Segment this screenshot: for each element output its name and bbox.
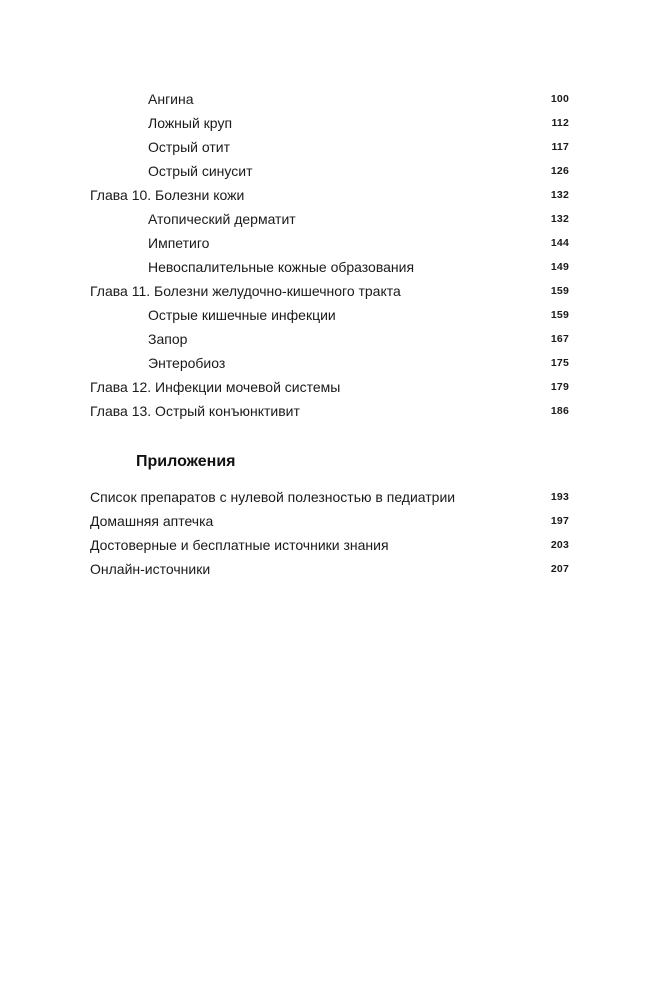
toc-entry	[90, 135, 569, 159]
toc-entry	[90, 351, 569, 375]
toc-chapter	[90, 183, 569, 207]
toc-chapter-title: Глава 11. Болезни желудочно-кишечного тракта	[90, 283, 401, 299]
toc-entry-title: Острый отит	[148, 139, 230, 155]
toc-entry-title: Запор	[148, 331, 188, 347]
toc-entry-page: 167	[550, 333, 569, 345]
toc-chapter-title: Глава 13. Острый конъюнктивит	[90, 403, 300, 419]
toc-entry-page: 132	[550, 213, 569, 225]
appendix-entry-page: 197	[550, 515, 569, 527]
appendix-entry-page: 207	[550, 563, 569, 575]
toc-chapter-page: 179	[550, 381, 569, 393]
toc-entry-title: Ложный круп	[148, 115, 233, 131]
appendix-entry	[90, 485, 569, 509]
appendix-entry	[90, 509, 569, 533]
toc-chapter-page: 186	[550, 405, 569, 417]
table-of-contents	[90, 87, 569, 581]
toc-entry-title: Острые кишечные инфекции	[148, 307, 336, 323]
toc-entry	[90, 231, 569, 255]
toc-chapter-page: 132	[550, 189, 569, 201]
appendix-entry-page: 203	[550, 539, 569, 551]
toc-chapter-title: Глава 10. Болезни кожи	[90, 187, 245, 203]
appendix-entry-title: Достоверные и бесплатные источники знания	[90, 537, 389, 553]
toc-entry	[90, 303, 569, 327]
toc-entry	[90, 87, 569, 111]
toc-entry-title: Энтеробиоз	[148, 355, 226, 371]
appendix-entry-page: 193	[550, 491, 569, 503]
toc-entry	[90, 111, 569, 135]
toc-chapter-title: Глава 12. Инфекции мочевой системы	[90, 379, 341, 395]
toc-entry-page: 100	[550, 93, 569, 105]
toc-entry-title: Острый синусит	[148, 163, 253, 179]
toc-entry-page: 149	[550, 261, 569, 273]
toc-entry-page: 117	[551, 141, 569, 153]
toc-entry-title: Импетиго	[148, 235, 210, 251]
toc-entry	[90, 255, 569, 279]
toc-chapter	[90, 399, 569, 423]
appendix-heading: Приложения	[136, 453, 236, 470]
toc-entry-page: 175	[550, 357, 569, 369]
toc-chapter	[90, 375, 569, 399]
toc-entry	[90, 159, 569, 183]
toc-entry	[90, 207, 569, 231]
toc-entry-page: 126	[550, 165, 569, 177]
appendix-entry-title: Домашняя аптечка	[90, 513, 214, 529]
toc-chapter-page: 159	[550, 285, 569, 297]
toc-entry-page: 144	[550, 237, 569, 249]
toc-chapter	[90, 279, 569, 303]
toc-entry-page: 159	[550, 309, 569, 321]
toc-entry	[90, 327, 569, 351]
appendix-entry	[90, 533, 569, 557]
appendix-entry-title: Онлайн-источники	[90, 561, 211, 577]
toc-entry-title: Невоспалительные кожные образования	[148, 259, 415, 275]
toc-entry-title: Атопический дерматит	[148, 211, 296, 227]
toc-entry-title: Ангина	[148, 91, 194, 107]
toc-entry-page: 112	[551, 117, 569, 129]
appendix-entry-title: Список препаратов с нулевой полезностью в педиатрии	[90, 489, 456, 505]
appendix-entry	[90, 557, 569, 581]
